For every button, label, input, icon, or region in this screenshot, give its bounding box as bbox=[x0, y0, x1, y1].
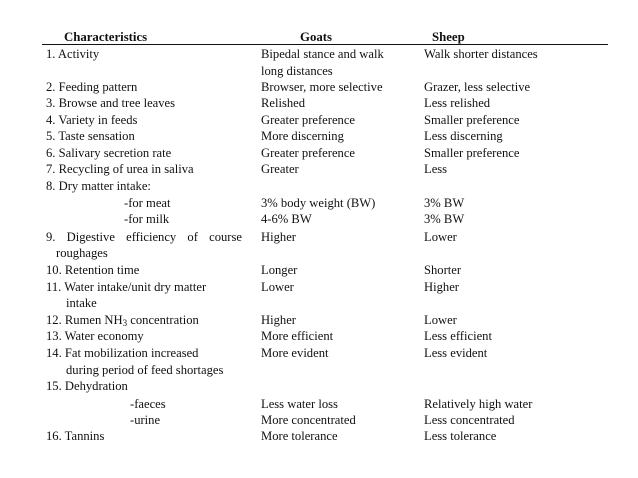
row-15b-characteristic: -urine bbox=[130, 413, 161, 427]
row-15b-goats: More concentrated bbox=[261, 413, 356, 427]
row-13-characteristic: 13. Water economy bbox=[46, 329, 144, 343]
row-5-sheep: Less discerning bbox=[424, 129, 503, 143]
row-2-characteristic: 2. Feeding pattern bbox=[46, 80, 138, 94]
row-15b-sheep: Less concentrated bbox=[424, 413, 515, 427]
header-sheep: Sheep bbox=[432, 30, 465, 44]
row-12-text-pre: 12. Rumen NH bbox=[46, 313, 123, 327]
row-6-characteristic: 6. Salivary secretion rate bbox=[46, 146, 172, 160]
row-15a-sheep: Relatively high water bbox=[424, 397, 533, 411]
row-8b-characteristic: -for milk bbox=[124, 212, 170, 226]
row-16-characteristic: 16. Tannins bbox=[46, 429, 105, 443]
row-4-goats: Greater preference bbox=[261, 113, 356, 127]
row-8b-goats: 4-6% BW bbox=[261, 212, 312, 226]
row-1-goats-line2: long distances bbox=[261, 64, 333, 78]
row-11-characteristic-line2: intake bbox=[66, 296, 97, 310]
row-12-characteristic bbox=[46, 312, 199, 329]
row-7-goats: Greater bbox=[261, 162, 299, 176]
row-15a-characteristic: -faeces bbox=[130, 397, 166, 411]
row-9-characteristic-line2: roughages bbox=[56, 246, 108, 260]
row-11-goats: Lower bbox=[261, 280, 294, 294]
row-4-sheep: Smaller preference bbox=[424, 113, 520, 127]
row-3-sheep: Less relished bbox=[424, 96, 491, 110]
row-9-sheep: Lower bbox=[424, 230, 457, 244]
row-13-goats: More efficient bbox=[261, 329, 334, 343]
header-rule bbox=[42, 44, 608, 45]
row-15a-goats: Less water loss bbox=[261, 397, 338, 411]
row-8-characteristic: 8. Dry matter intake: bbox=[46, 179, 151, 193]
row-14-characteristic-line1: 14. Fat mobilization increased bbox=[46, 346, 199, 360]
row-15-characteristic: 15. Dehydration bbox=[46, 379, 128, 393]
row-8a-characteristic: -for meat bbox=[124, 196, 171, 210]
row-16-sheep: Less tolerance bbox=[424, 429, 497, 443]
row-1-goats-line1: Bipedal stance and walk bbox=[261, 47, 384, 61]
row-13-sheep: Less efficient bbox=[424, 329, 492, 343]
row-7-characteristic: 7. Recycling of urea in saliva bbox=[46, 162, 194, 176]
row-10-sheep: Shorter bbox=[424, 263, 462, 277]
row-8a-goats: 3% body weight (BW) bbox=[261, 196, 376, 210]
row-2-sheep: Grazer, less selective bbox=[424, 80, 531, 94]
row-5-goats: More discerning bbox=[261, 129, 344, 143]
row-9-characteristic-line1 bbox=[46, 229, 242, 246]
row-14-goats: More evident bbox=[261, 346, 329, 360]
row-6-sheep: Smaller preference bbox=[424, 146, 520, 160]
row-7-sheep: Less bbox=[424, 162, 448, 176]
row-12-goats: Higher bbox=[261, 313, 296, 327]
row-3-goats: Relished bbox=[261, 96, 306, 110]
header-goats: Goats bbox=[300, 30, 332, 44]
row-10-goats: Longer bbox=[261, 263, 298, 277]
row-1-sheep: Walk shorter distances bbox=[424, 47, 538, 61]
row-8b-sheep: 3% BW bbox=[424, 212, 465, 226]
row-2-goats: Browser, more selective bbox=[261, 80, 383, 94]
row-10-characteristic: 10. Retention time bbox=[46, 263, 140, 277]
row-6-goats: Greater preference bbox=[261, 146, 356, 160]
row-14-characteristic-line2: during period of feed shortages bbox=[66, 363, 224, 377]
row-9-goats: Higher bbox=[261, 230, 296, 244]
header-characteristics: Characteristics bbox=[64, 30, 148, 44]
row-12-text-sub: 3 bbox=[122, 318, 128, 328]
row-3-characteristic: 3. Browse and tree leaves bbox=[46, 96, 176, 110]
row-12-sheep: Lower bbox=[424, 313, 457, 327]
row-5-characteristic: 5. Taste sensation bbox=[46, 129, 135, 143]
row-16-goats: More tolerance bbox=[261, 429, 338, 443]
row-4-characteristic: 4. Variety in feeds bbox=[46, 113, 138, 127]
row-1-characteristic: 1. Activity bbox=[46, 47, 100, 61]
row-12-text-post: concentration bbox=[127, 313, 199, 327]
row-8a-sheep: 3% BW bbox=[424, 196, 465, 210]
row-11-sheep: Higher bbox=[424, 280, 459, 294]
row-14-sheep: Less evident bbox=[424, 346, 488, 360]
row-9-characteristic-text: 9. Digestive efficiency of course bbox=[46, 230, 242, 244]
row-11-characteristic-line1: 11. Water intake/unit dry matter bbox=[46, 280, 207, 294]
